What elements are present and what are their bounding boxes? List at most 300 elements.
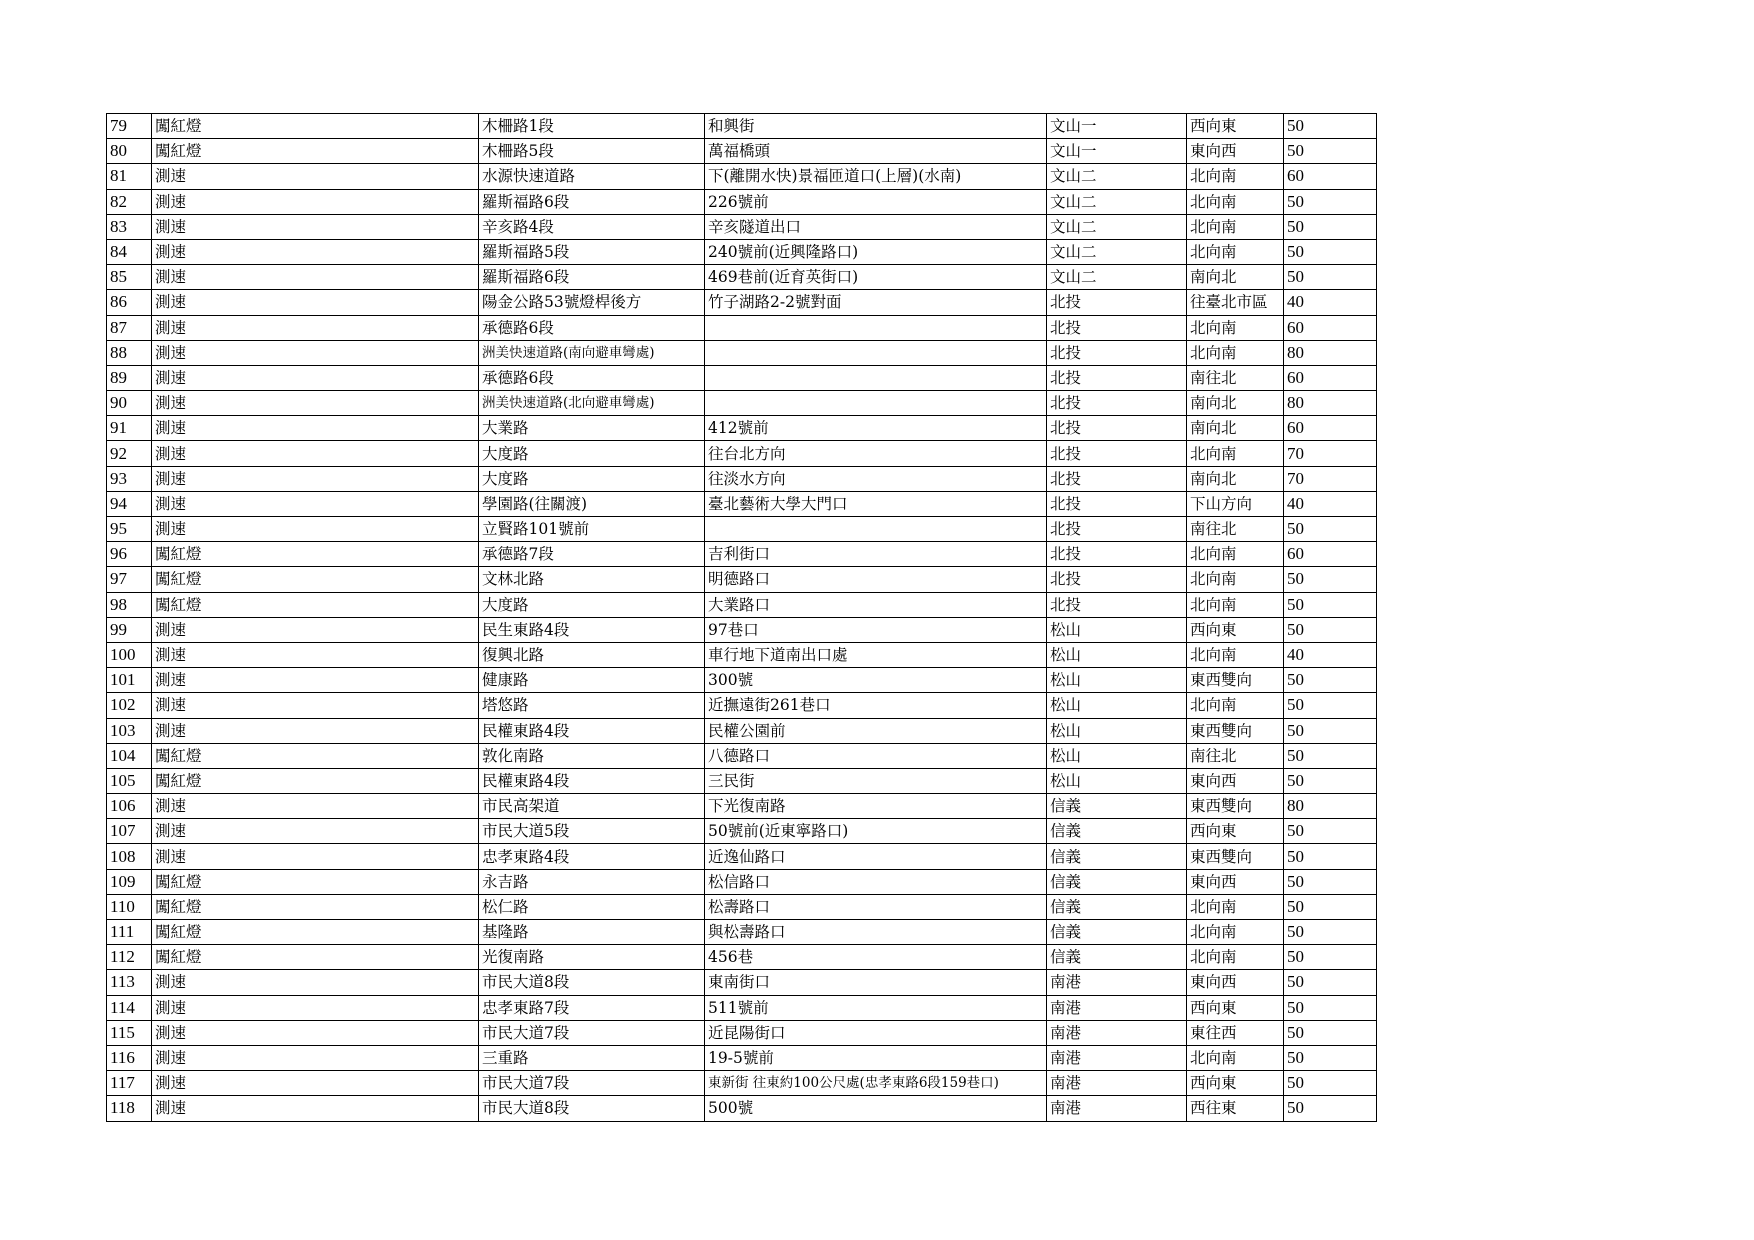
district-cell: 南港 [1047,970,1187,995]
location-cell: 412號前 [705,416,1047,441]
speed-limit-cell: 80 [1284,794,1377,819]
direction-cell: 北向南 [1187,315,1284,340]
table-row [107,869,1377,894]
row-number-cell: 81 [107,164,152,189]
location-cell: 辛亥隧道出口 [705,214,1047,239]
district-cell: 信義 [1047,945,1187,970]
direction-cell: 西往東 [1187,1096,1284,1121]
road-cell: 木柵路1段 [479,114,705,139]
location-cell: 竹子湖路2-2號對面 [705,290,1047,315]
speed-limit-cell: 50 [1284,743,1377,768]
row-number-cell: 113 [107,970,152,995]
row-number-cell: 112 [107,945,152,970]
direction-cell: 東向西 [1187,970,1284,995]
speed-limit-cell: 50 [1284,945,1377,970]
table-row [107,995,1377,1020]
district-cell: 北投 [1047,491,1187,516]
enforcement-type-cell: 測速 [152,290,479,315]
district-cell: 北投 [1047,441,1187,466]
district-cell: 文山二 [1047,164,1187,189]
row-number-cell: 97 [107,567,152,592]
speed-limit-cell: 50 [1284,1045,1377,1070]
table-row [107,164,1377,189]
location-cell: 東南街口 [705,970,1047,995]
enforcement-type-cell: 測速 [152,794,479,819]
road-cell: 羅斯福路6段 [479,189,705,214]
enforcement-type-cell: 測速 [152,668,479,693]
location-cell: 近撫遠街261巷口 [705,693,1047,718]
road-cell: 承德路6段 [479,365,705,390]
district-cell: 文山二 [1047,214,1187,239]
road-cell: 松仁路 [479,894,705,919]
row-number-cell: 82 [107,189,152,214]
speed-limit-cell: 50 [1284,869,1377,894]
speed-limit-cell: 60 [1284,416,1377,441]
direction-cell: 北向南 [1187,189,1284,214]
direction-cell: 東西雙向 [1187,794,1284,819]
table-row [107,1045,1377,1070]
district-cell: 松山 [1047,642,1187,667]
enforcement-type-cell: 闖紅燈 [152,567,479,592]
enforcement-type-cell: 測速 [152,1071,479,1096]
table-row [107,265,1377,290]
row-number-cell: 96 [107,542,152,567]
location-cell: 456巷 [705,945,1047,970]
camera-location-table [106,113,1377,1122]
table-row [107,466,1377,491]
road-cell: 羅斯福路6段 [479,265,705,290]
table-row [107,114,1377,139]
district-cell: 北投 [1047,416,1187,441]
table-row [107,718,1377,743]
district-cell: 北投 [1047,365,1187,390]
table-row [107,743,1377,768]
table-row [107,945,1377,970]
row-number-cell: 103 [107,718,152,743]
location-cell: 和興街 [705,114,1047,139]
direction-cell: 下山方向 [1187,491,1284,516]
district-cell: 南港 [1047,995,1187,1020]
row-number-cell: 114 [107,995,152,1020]
enforcement-type-cell: 闖紅燈 [152,945,479,970]
table-row [107,668,1377,693]
row-number-cell: 116 [107,1045,152,1070]
enforcement-type-cell: 測速 [152,214,479,239]
table-row [107,617,1377,642]
enforcement-type-cell: 測速 [152,970,479,995]
direction-cell: 南往北 [1187,743,1284,768]
table-row [107,365,1377,390]
district-cell: 文山一 [1047,114,1187,139]
speed-limit-cell: 50 [1284,114,1377,139]
district-cell: 北投 [1047,466,1187,491]
speed-limit-cell: 60 [1284,365,1377,390]
district-cell: 文山二 [1047,239,1187,264]
road-cell: 木柵路5段 [479,139,705,164]
row-number-cell: 94 [107,491,152,516]
row-number-cell: 99 [107,617,152,642]
location-cell: 511號前 [705,995,1047,1020]
enforcement-type-cell: 測速 [152,365,479,390]
location-cell [705,315,1047,340]
table-row [107,491,1377,516]
location-cell [705,391,1047,416]
speed-limit-cell: 60 [1284,164,1377,189]
location-cell: 吉利街口 [705,542,1047,567]
location-cell: 近逸仙路口 [705,844,1047,869]
row-number-cell: 115 [107,1020,152,1045]
direction-cell: 北向南 [1187,894,1284,919]
enforcement-type-cell: 闖紅燈 [152,768,479,793]
direction-cell: 東往西 [1187,1020,1284,1045]
speed-limit-cell: 50 [1284,970,1377,995]
road-cell: 洲美快速道路(北向避車彎處) [479,391,705,416]
table-row [107,920,1377,945]
speed-limit-cell: 80 [1284,391,1377,416]
enforcement-type-cell: 測速 [152,1020,479,1045]
direction-cell: 北向南 [1187,642,1284,667]
road-cell: 市民高架道 [479,794,705,819]
district-cell: 松山 [1047,693,1187,718]
district-cell: 信義 [1047,894,1187,919]
district-cell: 信義 [1047,869,1187,894]
row-number-cell: 101 [107,668,152,693]
table-row [107,642,1377,667]
direction-cell: 北向南 [1187,592,1284,617]
district-cell: 信義 [1047,819,1187,844]
district-cell: 松山 [1047,668,1187,693]
road-cell: 民權東路4段 [479,718,705,743]
table-row [107,592,1377,617]
enforcement-type-cell: 闖紅燈 [152,920,479,945]
enforcement-type-cell: 測速 [152,1045,479,1070]
table-row [107,819,1377,844]
district-cell: 文山二 [1047,265,1187,290]
location-cell [705,340,1047,365]
row-number-cell: 90 [107,391,152,416]
speed-limit-cell: 40 [1284,491,1377,516]
speed-limit-cell: 50 [1284,617,1377,642]
row-number-cell: 100 [107,642,152,667]
row-number-cell: 98 [107,592,152,617]
road-cell: 大度路 [479,592,705,617]
speed-limit-cell: 50 [1284,1071,1377,1096]
road-cell: 敦化南路 [479,743,705,768]
speed-limit-cell: 50 [1284,718,1377,743]
enforcement-type-cell: 闖紅燈 [152,869,479,894]
direction-cell: 西向東 [1187,114,1284,139]
location-cell: 19-5號前 [705,1045,1047,1070]
district-cell: 松山 [1047,768,1187,793]
row-number-cell: 80 [107,139,152,164]
district-cell: 北投 [1047,567,1187,592]
table-body [107,114,1377,1122]
speed-limit-cell: 50 [1284,819,1377,844]
enforcement-type-cell: 測速 [152,819,479,844]
row-number-cell: 85 [107,265,152,290]
direction-cell: 南向北 [1187,466,1284,491]
enforcement-type-cell: 測速 [152,265,479,290]
speed-limit-cell: 50 [1284,189,1377,214]
direction-cell: 南往北 [1187,517,1284,542]
district-cell: 北投 [1047,517,1187,542]
row-number-cell: 106 [107,794,152,819]
speed-limit-cell: 50 [1284,1020,1377,1045]
direction-cell: 北向南 [1187,340,1284,365]
enforcement-type-cell: 測速 [152,844,479,869]
direction-cell: 北向南 [1187,214,1284,239]
road-cell: 辛亥路4段 [479,214,705,239]
row-number-cell: 110 [107,894,152,919]
district-cell: 北投 [1047,340,1187,365]
row-number-cell: 91 [107,416,152,441]
speed-limit-cell: 50 [1284,844,1377,869]
enforcement-type-cell: 測速 [152,642,479,667]
speed-limit-cell: 50 [1284,894,1377,919]
district-cell: 松山 [1047,718,1187,743]
enforcement-type-cell: 測速 [152,466,479,491]
enforcement-type-cell: 闖紅燈 [152,592,479,617]
enforcement-type-cell: 測速 [152,693,479,718]
speed-limit-cell: 50 [1284,995,1377,1020]
road-cell: 學園路(往關渡) [479,491,705,516]
location-cell: 往淡水方向 [705,466,1047,491]
road-cell: 承德路7段 [479,542,705,567]
speed-limit-cell: 50 [1284,139,1377,164]
road-cell: 民生東路4段 [479,617,705,642]
district-cell: 南港 [1047,1096,1187,1121]
direction-cell: 東西雙向 [1187,668,1284,693]
direction-cell: 北向南 [1187,945,1284,970]
speed-limit-cell: 50 [1284,668,1377,693]
location-cell: 三民街 [705,768,1047,793]
speed-limit-cell: 50 [1284,1096,1377,1121]
direction-cell: 北向南 [1187,164,1284,189]
road-cell: 大業路 [479,416,705,441]
enforcement-type-cell: 測速 [152,416,479,441]
row-number-cell: 89 [107,365,152,390]
location-cell: 八德路口 [705,743,1047,768]
direction-cell: 西向東 [1187,995,1284,1020]
enforcement-type-cell: 闖紅燈 [152,139,479,164]
table-row [107,139,1377,164]
speed-limit-cell: 70 [1284,466,1377,491]
row-number-cell: 88 [107,340,152,365]
row-number-cell: 111 [107,920,152,945]
district-cell: 信義 [1047,844,1187,869]
location-cell: 近昆陽街口 [705,1020,1047,1045]
enforcement-type-cell: 測速 [152,995,479,1020]
row-number-cell: 87 [107,315,152,340]
table-row [107,894,1377,919]
enforcement-type-cell: 測速 [152,189,479,214]
direction-cell: 北向南 [1187,542,1284,567]
district-cell: 北投 [1047,592,1187,617]
district-cell: 文山一 [1047,139,1187,164]
road-cell: 洲美快速道路(南向避車彎處) [479,340,705,365]
district-cell: 信義 [1047,794,1187,819]
road-cell: 民權東路4段 [479,768,705,793]
district-cell: 信義 [1047,920,1187,945]
location-cell: 往台北方向 [705,441,1047,466]
table-row [107,794,1377,819]
direction-cell: 北向南 [1187,920,1284,945]
direction-cell: 東向西 [1187,139,1284,164]
direction-cell: 西向東 [1187,617,1284,642]
road-cell: 大度路 [479,466,705,491]
enforcement-type-cell: 測速 [152,164,479,189]
road-cell: 三重路 [479,1045,705,1070]
table-row [107,517,1377,542]
row-number-cell: 83 [107,214,152,239]
enforcement-type-cell: 測速 [152,239,479,264]
direction-cell: 東西雙向 [1187,844,1284,869]
row-number-cell: 118 [107,1096,152,1121]
enforcement-type-cell: 闖紅燈 [152,894,479,919]
district-cell: 北投 [1047,290,1187,315]
district-cell: 北投 [1047,391,1187,416]
table-row [107,214,1377,239]
row-number-cell: 105 [107,768,152,793]
direction-cell: 西向東 [1187,819,1284,844]
speed-limit-cell: 40 [1284,642,1377,667]
road-cell: 塔悠路 [479,693,705,718]
road-cell: 健康路 [479,668,705,693]
road-cell: 市民大道5段 [479,819,705,844]
direction-cell: 北向南 [1187,1045,1284,1070]
row-number-cell: 84 [107,239,152,264]
enforcement-type-cell: 測速 [152,617,479,642]
location-cell: 民權公園前 [705,718,1047,743]
direction-cell: 北向南 [1187,441,1284,466]
road-cell: 承德路6段 [479,315,705,340]
direction-cell: 北向南 [1187,567,1284,592]
speed-limit-cell: 50 [1284,214,1377,239]
table-row [107,1096,1377,1121]
location-cell: 50號前(近東寧路口) [705,819,1047,844]
direction-cell: 往臺北市區 [1187,290,1284,315]
location-cell: 大業路口 [705,592,1047,617]
location-cell [705,365,1047,390]
road-cell: 基隆路 [479,920,705,945]
road-cell: 立賢路101號前 [479,517,705,542]
enforcement-type-cell: 測速 [152,340,479,365]
district-cell: 松山 [1047,617,1187,642]
road-cell: 水源快速道路 [479,164,705,189]
speed-limit-cell: 50 [1284,920,1377,945]
direction-cell: 北向南 [1187,239,1284,264]
table-row [107,290,1377,315]
road-cell: 忠孝東路4段 [479,844,705,869]
direction-cell: 南往北 [1187,365,1284,390]
enforcement-type-cell: 測速 [152,315,479,340]
district-cell: 北投 [1047,315,1187,340]
district-cell: 文山二 [1047,189,1187,214]
speed-limit-cell: 50 [1284,592,1377,617]
road-cell: 市民大道8段 [479,970,705,995]
row-number-cell: 92 [107,441,152,466]
table-row [107,239,1377,264]
road-cell: 永吉路 [479,869,705,894]
table-row [107,391,1377,416]
row-number-cell: 93 [107,466,152,491]
row-number-cell: 86 [107,290,152,315]
table-row [107,340,1377,365]
road-cell: 市民大道7段 [479,1020,705,1045]
road-cell: 市民大道7段 [479,1071,705,1096]
location-cell: 300號 [705,668,1047,693]
table-row [107,542,1377,567]
location-cell [705,517,1047,542]
road-cell: 光復南路 [479,945,705,970]
row-number-cell: 107 [107,819,152,844]
road-cell: 大度路 [479,441,705,466]
direction-cell: 西向東 [1187,1071,1284,1096]
location-cell: 松壽路口 [705,894,1047,919]
speed-limit-cell: 80 [1284,340,1377,365]
table-row [107,970,1377,995]
row-number-cell: 117 [107,1071,152,1096]
direction-cell: 北向南 [1187,693,1284,718]
table-row [107,844,1377,869]
location-cell: 226號前 [705,189,1047,214]
location-cell: 469巷前(近育英街口) [705,265,1047,290]
road-cell: 羅斯福路5段 [479,239,705,264]
location-cell: 500號 [705,1096,1047,1121]
table-row [107,441,1377,466]
enforcement-type-cell: 闖紅燈 [152,743,479,768]
direction-cell: 南向北 [1187,265,1284,290]
enforcement-type-cell: 測速 [152,441,479,466]
speed-limit-cell: 40 [1284,290,1377,315]
district-cell: 南港 [1047,1020,1187,1045]
table-row [107,768,1377,793]
table-row [107,693,1377,718]
speed-limit-cell: 50 [1284,517,1377,542]
speed-limit-cell: 70 [1284,441,1377,466]
enforcement-type-cell: 測速 [152,391,479,416]
location-cell: 下(離開水快)景福匝道口(上層)(水南) [705,164,1047,189]
location-cell: 97巷口 [705,617,1047,642]
location-cell: 240號前(近興隆路口) [705,239,1047,264]
road-cell: 忠孝東路7段 [479,995,705,1020]
district-cell: 松山 [1047,743,1187,768]
table-row [107,567,1377,592]
speed-limit-cell: 50 [1284,265,1377,290]
speed-limit-cell: 60 [1284,315,1377,340]
row-number-cell: 109 [107,869,152,894]
enforcement-type-cell: 測速 [152,718,479,743]
direction-cell: 南向北 [1187,391,1284,416]
district-cell: 南港 [1047,1045,1187,1070]
table-row [107,315,1377,340]
row-number-cell: 108 [107,844,152,869]
enforcement-type-cell: 測速 [152,517,479,542]
speed-limit-cell: 50 [1284,768,1377,793]
enforcement-type-cell: 闖紅燈 [152,542,479,567]
table-row [107,1071,1377,1096]
district-cell: 北投 [1047,542,1187,567]
location-cell: 下光復南路 [705,794,1047,819]
direction-cell: 南向北 [1187,416,1284,441]
location-cell: 萬福橋頭 [705,139,1047,164]
enforcement-type-cell: 測速 [152,1096,479,1121]
location-cell: 松信路口 [705,869,1047,894]
location-cell: 東新街 往東約100公尺處(忠孝東路6段159巷口) [705,1071,1047,1096]
speed-limit-cell: 50 [1284,693,1377,718]
direction-cell: 東西雙向 [1187,718,1284,743]
location-cell: 車行地下道南出口處 [705,642,1047,667]
